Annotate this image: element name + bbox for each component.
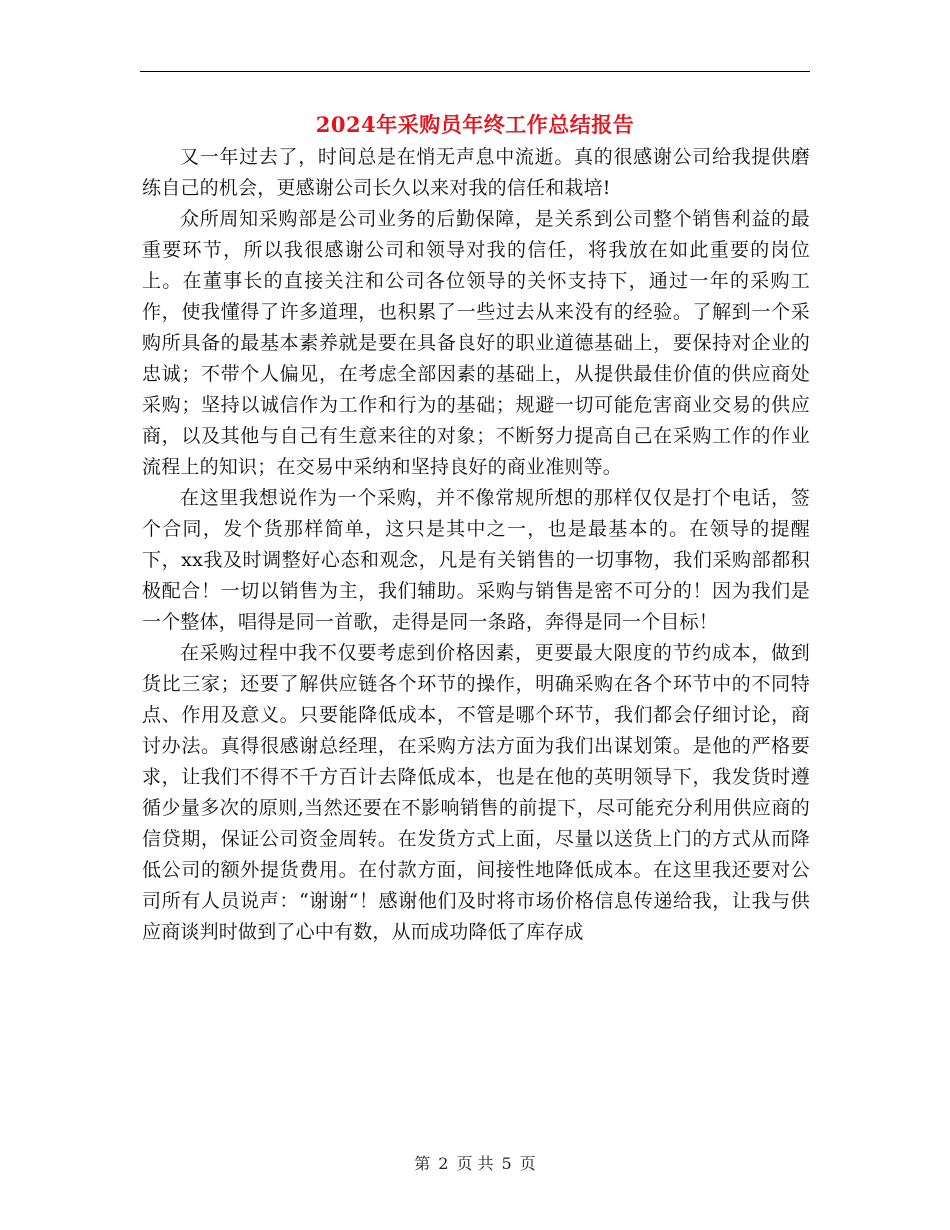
body-paragraph-2: 众所周知采购部是公司业务的后勤保障，是关系到公司整个销售利益的最重要环节，所以我很感谢公司和领导对我的信任，将我放在如此重要的岗位上。在董事长的直接关注和公司各位领导的关怀支持下，通过一年的采购工作，使我懂得了许多道理，也积累了一些过去从来没有的经验。了解到一个采购所具备的最基本素养就是要在具备良好的职业道德基础上，要保持对企业的忠诚；不带个人偏见，在考虑全部因素的基础上，从提供最佳价值的供应商处采购；坚持以诚信作为工作和行为的基础；规避一切可能危害商业交易的供应商，以及其他与自己有生意来往的对象；不断努力提高自己在采购工作的作业流程上的知识；在交易中采纳和坚持良好的商业准则等。 <box>142 208 810 478</box>
body-paragraph-3: 在这里我想说作为一个采购，并不像常规所想的那样仅仅是打个电话，签个合同，发个货那样简单，这只是其中之一，也是最基本的。在领导的提醒下，xx我及时调整好心态和观念，凡是有关销售的一切事物，我们采购部都积极配合！一切以销售为主，我们辅助。采购与销售是密不可分的！因为我们是一个整体，唱得是同一首歌，走得是同一条路，奔得是同一个目标！ <box>142 487 810 633</box>
document-body <box>142 142 810 948</box>
footer-middle: 页 共 <box>456 1154 494 1173</box>
footer-prefix: 第 <box>414 1154 431 1173</box>
body-paragraph-4: 在采购过程中我不仅要考虑到价格因素，更要最大限度的节约成本，做到货比三家；还要了解供应链各个环节的操作，明确采购在各个环节中的不同特点、作用及意义。只要能降低成本，不管是哪个环节，我们都会仔细讨论，商讨办法。真得很感谢总经理，在采购方法方面为我们出谋划策。是他的严格要求，让我们不得不千方百计去降低成本，也是在他的英明领导下，我发货时遵循少量多次的原则,当然还要在不影响销售的前提下，尽可能充分利用供应商的信贷期，保证公司资金周转。在发货方式上面，尽量以送货上门的方式从而降低公司的额外提货费用。在付款方面，间接性地降低成本。在这里我还要对公司所有人员说声：“谢谢“！感谢他们及时将市场价格信息传递给我，让我与供应商谈判时做到了心中有数，从而成功降低了库存成 <box>142 642 810 943</box>
body-paragraph-1: 又一年过去了，时间总是在悄无声息中流逝。真的很感谢公司给我提供磨练自己的机会，更感谢公司长久以来对我的信任和栽培! <box>142 146 810 199</box>
footer-suffix: 页 <box>519 1154 536 1173</box>
footer-total-pages: 5 <box>501 1154 512 1173</box>
footer-current-page: 2 <box>438 1154 449 1173</box>
document-title: 2024年采购员年终工作总结报告 <box>315 112 635 137</box>
page-footer <box>140 1152 810 1176</box>
header-rule <box>140 71 810 72</box>
